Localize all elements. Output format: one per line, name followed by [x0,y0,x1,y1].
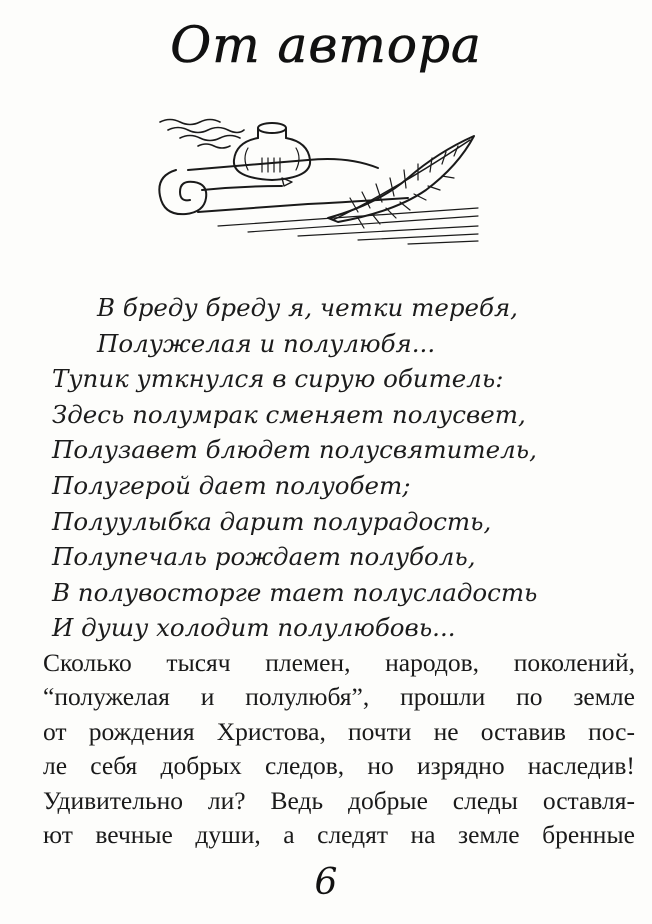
prose-line: Сколько тысяч племен, народов, поколений, [43,648,635,677]
poem-line: Полупечаль рождает полуболь, [52,542,476,572]
quill-feather-icon [328,136,474,228]
prose-paragraph [43,646,635,852]
hatching-lines [218,208,478,244]
poem-line: В бреду бреду я, четки теребя, [97,293,518,322]
poem-line: В полувосторге тает полусладость [52,577,538,607]
page-number: 6 [314,862,338,903]
poem-line: Полугерой дает полуобет; [52,470,411,500]
poem-block [0,290,652,646]
prose-line: “полужелая и полулюбя”, прошли по земле [43,682,635,712]
fumes-lines [160,120,244,149]
poem-line: Полуулыбка дарит полурадость, [52,506,492,536]
quill-inkpot-scroll-illustration [158,108,480,248]
poem-line: Здесь полумрак сменяет полусвет, [52,399,526,429]
scroll-icon [159,159,408,214]
page-title: От автора [170,16,482,74]
poem-line: Полужелая и полулюбя... [97,328,436,358]
prose-line: ле себя добрых следов, но изрядно наследив! [43,751,635,781]
prose-line: Удивительно ли? Ведь добрые следы оставля- [43,785,635,815]
inkpot-icon [234,123,310,180]
poem-line: И душу холодит полулюбовь... [52,613,456,643]
poem-line: Полузавет блюдет полусвятитель, [52,435,537,465]
prose-line: от рождения Христова, почти не оставив пос- [43,716,635,746]
poem-line: Тупик уткнулся в сирую обитель: [52,364,504,394]
prose-line: ют вечные души, а следят на земле бренные [43,819,635,849]
